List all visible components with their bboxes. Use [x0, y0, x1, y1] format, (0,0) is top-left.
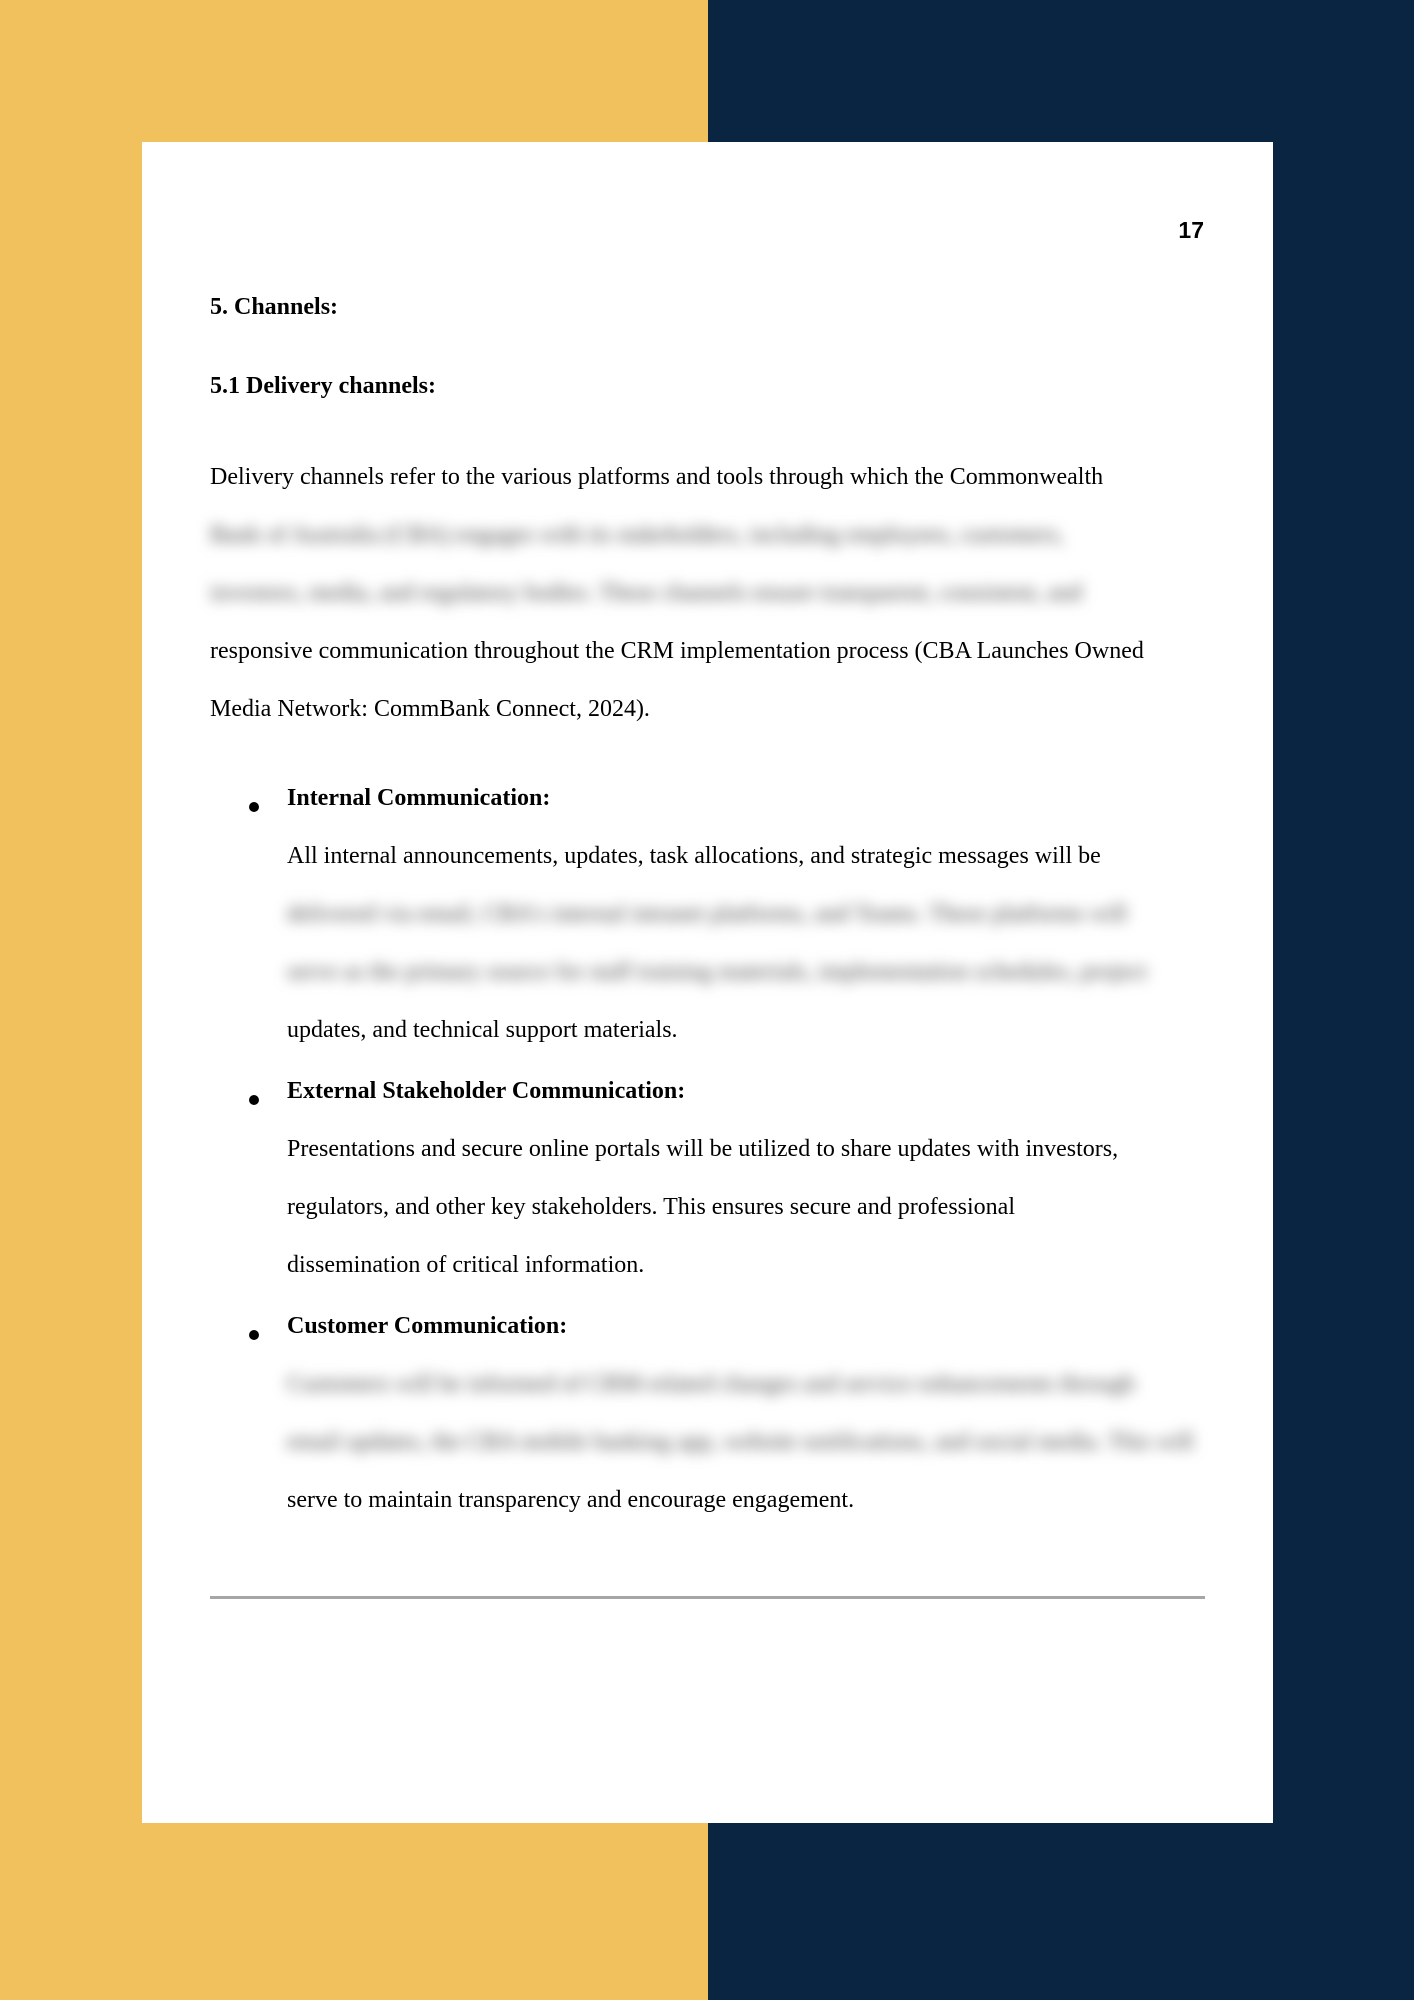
bullet-dot	[249, 1095, 259, 1105]
bullet-title-external: External Stakeholder Communication:	[287, 1078, 686, 1104]
intro-line-1: Delivery channels refer to the various platforms and tools through which the Commonwealth	[210, 464, 1104, 490]
bullet-blurred-line: email updates, the CBA mobile banking app, website notifications, and social media. This will	[287, 1429, 1194, 1455]
horizontal-rule	[210, 1596, 1205, 1599]
intro-blurred-line-2: investors, media, and regulatory bodies. These channels ensure transparent, consistent, and	[210, 580, 1082, 606]
bullet-line: serve to maintain transparency and encourage engagement.	[287, 1487, 855, 1513]
bullet-text-customer	[287, 1355, 1207, 1529]
bullet-line: All internal announcements, updates, task allocations, and strategic messages will be	[287, 843, 1101, 869]
bullet-text-internal	[287, 827, 1207, 1059]
subsection-heading: 5.1 Delivery channels:	[210, 373, 436, 399]
bullet-dot	[249, 1330, 259, 1340]
page-number: 17	[1178, 217, 1204, 243]
bullet-line: Presentations and secure online portals will be utilized to share updates with investors,	[287, 1136, 1119, 1162]
bullet-line: updates, and technical support materials.	[287, 1017, 678, 1043]
section-heading: 5. Channels:	[210, 294, 339, 320]
bullet-line: regulators, and other key stakeholders. This ensures secure and professional	[287, 1194, 1016, 1220]
bullet-line: dissemination of critical information.	[287, 1252, 645, 1278]
document-page	[142, 142, 1273, 1823]
intro-blurred-line-1: Bank of Australia (CBA) engages with its stakeholders, including employees, customers,	[210, 522, 1064, 548]
intro-line-5: Media Network: CommBank Connect, 2024).	[210, 696, 650, 722]
bullet-text-external	[287, 1120, 1207, 1294]
intro-line-4: responsive communication throughout the CRM implementation process (CBA Launches Owned	[210, 638, 1144, 664]
bullet-title-internal: Internal Communication:	[287, 785, 551, 811]
intro-paragraph	[210, 448, 1210, 738]
bullet-dot	[249, 802, 259, 812]
bullet-blurred-line: delivered via email, CBA's internal intranet platforms, and Teams. These platforms will	[287, 901, 1128, 927]
bullet-blurred-line: Customers will be informed of CRM-related changes and service enhancements through	[287, 1371, 1135, 1397]
bullet-title-customer: Customer Communication:	[287, 1313, 568, 1339]
bullet-blurred-line: serve as the primary source for staff training materials, implementation schedules, project	[287, 959, 1147, 985]
